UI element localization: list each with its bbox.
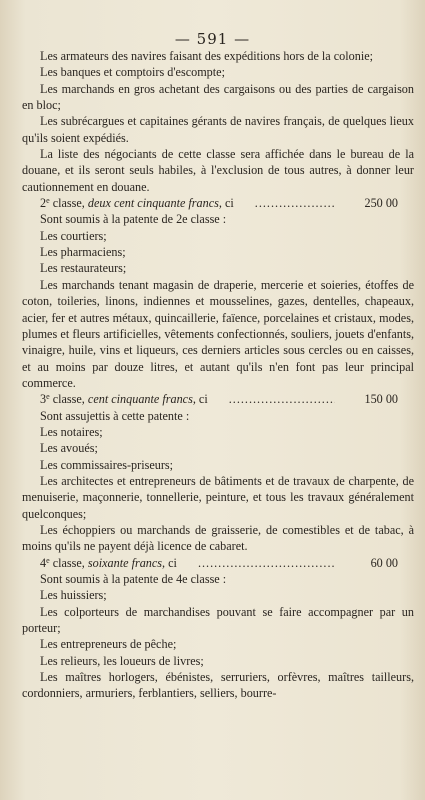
paragraph: Sont assujettis à cette patente : xyxy=(40,408,190,423)
patent-class-line xyxy=(22,391,414,407)
paragraph: Les huissiers; xyxy=(40,588,107,603)
class-amount-words: soixante francs, xyxy=(87,555,166,570)
paragraph: La liste des négociants de cette classe sera affichée dans le bureau de la douane, et ils seront seuls habiles, à l'exclusion de tous autres, à donner leur cautionnement en douane. xyxy=(22,147,414,194)
page-number: — 591 — xyxy=(174,30,251,48)
paragraph: Les notaires; xyxy=(40,424,103,439)
paragraph: Les subrécargues et capitaines gérants de navires français, de quelques lieux qu'ils soient expédiés. xyxy=(22,114,414,145)
class-label xyxy=(22,391,208,407)
patent-class-line xyxy=(22,195,414,211)
ci-label: ci xyxy=(195,392,208,407)
class-number: 2 xyxy=(40,196,47,211)
class-number: 3 xyxy=(40,392,47,407)
class-ordinal: e xyxy=(46,392,50,402)
paragraph: Les marchands tenant magasin de draperie, mercerie et soieries, étoffes de coton, toileries, linons, indiennes et mousselines, gazes, dentelles, chapeaux, acier, fer et autres métaux, quincaillerie, faïence, porcelaines et cristaux, modes, plumes et fleurs artificielles, vêtements confectionnés, souliers, jouets d'enfants, vinaigre, huile, vins et liqueurs, ces derniers articles sous cercles ou en caisses, et au moins par douze litres, et autant qu'ils n'en font pas leur principal commerce. xyxy=(22,277,414,390)
class-word: classe, xyxy=(49,392,88,407)
dot-leaders xyxy=(237,195,335,211)
paragraph: Les entrepreneurs de pêche; xyxy=(40,637,177,652)
dot-leaders xyxy=(211,391,335,407)
class-ordinal: e xyxy=(46,555,50,565)
paragraph: Les courtiers; xyxy=(40,228,107,243)
paragraph: Les pharmaciens; xyxy=(40,245,126,260)
paragraph: Sont soumis à la patente de 4e classe : xyxy=(40,572,227,586)
paragraph: Les banques et comptoirs d'escompte; xyxy=(40,65,225,80)
patent-class-line xyxy=(22,555,414,571)
paragraph: Les armateurs des navires faisant des expéditions hors de la colonie; xyxy=(40,49,374,63)
paragraph: Les commissaires-priseurs; xyxy=(40,457,174,472)
class-label xyxy=(22,195,234,211)
ci-label: ci xyxy=(165,555,177,570)
paragraph: Les restaurateurs; xyxy=(40,261,127,276)
paragraph: Les colporteurs de marchandises pouvant se faire accompagner par un porteur; xyxy=(22,604,414,636)
class-amount-words: cent cinquante francs, xyxy=(87,392,196,407)
body-text xyxy=(22,48,414,702)
paragraph: Sont soumis à la patente de 2e classe : xyxy=(40,212,227,227)
class-number: 4 xyxy=(40,555,47,570)
paragraph: Les relieurs, les loueurs de livres; xyxy=(40,653,204,668)
class-amount: 250 00 xyxy=(364,196,398,211)
ci-label: ci xyxy=(221,196,234,211)
paragraph: Les maîtres horlogers, ébénistes, serruriers, orfèvres, maîtres tailleurs, cordonniers, armuriers, ferblantiers, selliers, bourre- xyxy=(22,670,414,701)
class-amount: 60 00 xyxy=(370,555,398,570)
paragraph: Les architectes et entrepreneurs de bâtiments et de travaux de charpente, de menuiserie, maçonnerie, tonnellerie, peinture, et tous les travaux généralement quelconques; xyxy=(22,473,414,521)
class-ordinal: e xyxy=(46,196,50,206)
class-amount-words: deux cent cinquante francs, xyxy=(87,196,222,211)
class-amount: 150 00 xyxy=(364,392,398,407)
class-label xyxy=(22,555,177,571)
paragraph: Les marchands en gros achetant des cargaisons ou des parties de cargaison en bloc; xyxy=(22,81,414,113)
class-word: classe, xyxy=(49,196,88,211)
paragraph: Les échoppiers ou marchands de graisserie, de comestibles et de tabac, à moins qu'ils ne payent déjà licence de cabaret. xyxy=(22,522,414,554)
dot-leaders xyxy=(180,555,335,571)
class-word: classe, xyxy=(49,555,88,570)
paragraph: Les avoués; xyxy=(40,441,98,456)
